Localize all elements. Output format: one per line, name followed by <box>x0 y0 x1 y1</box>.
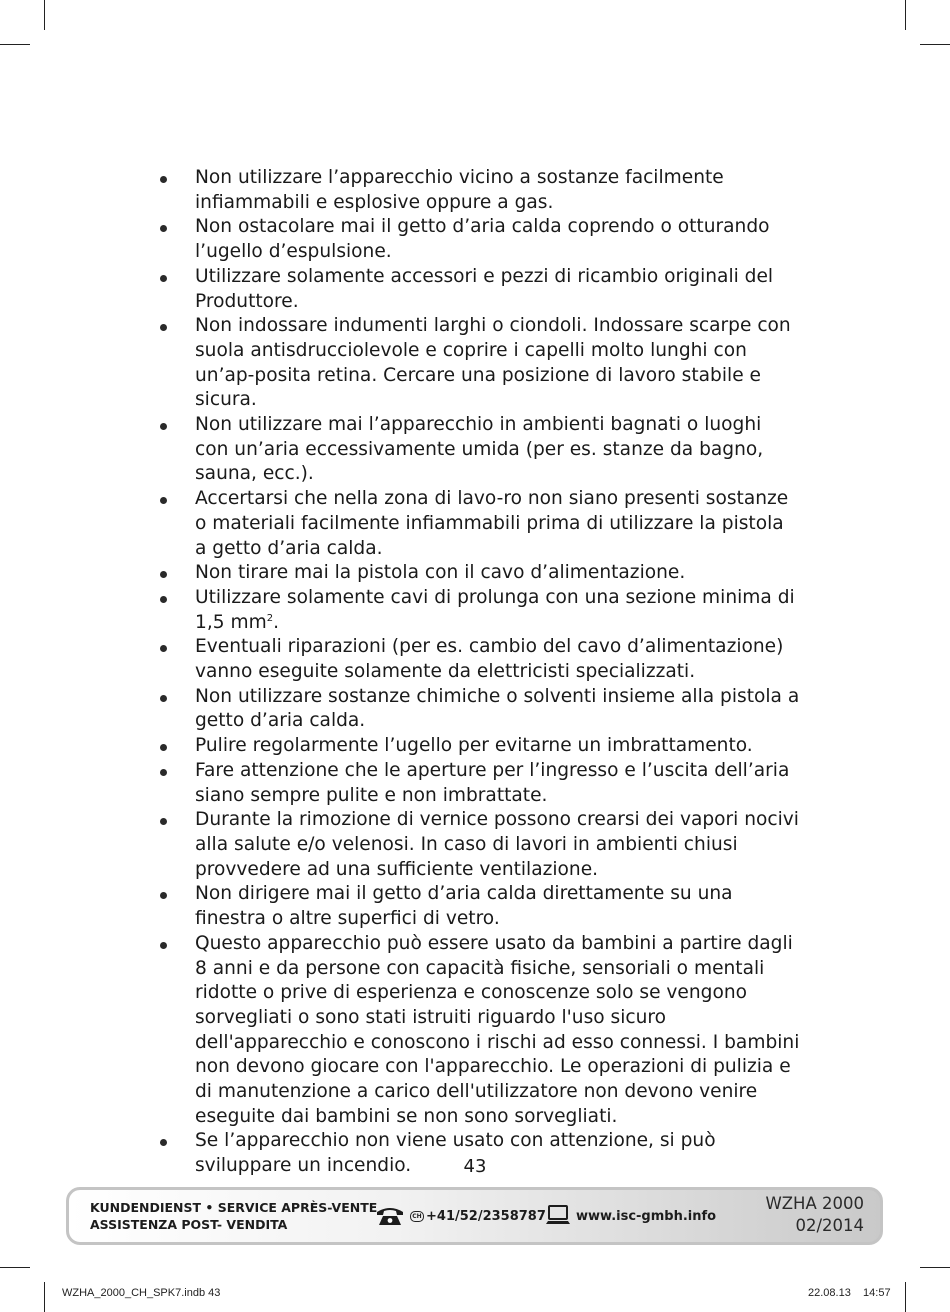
bullet-icon <box>160 275 167 282</box>
bullet-icon <box>160 1139 167 1146</box>
crop-mark <box>920 1267 950 1268</box>
list-item <box>160 685 800 734</box>
list-item <box>160 487 800 561</box>
service-line: ASSISTENZA POST- VENDITA <box>90 1217 288 1232</box>
bullet-icon <box>160 596 167 603</box>
list-item-text: Eventuali riparazioni (per es. cambio del cavo d’alimentazione) vanno eseguite solamente da elettricisti specializzati. <box>195 636 784 683</box>
list-item <box>160 265 800 314</box>
service-label <box>90 1199 377 1233</box>
page-number: 43 <box>463 1156 487 1177</box>
list-item <box>160 882 800 931</box>
bullet-icon <box>160 892 167 899</box>
bullet-icon <box>160 423 167 430</box>
model-name: WZHA 2000 <box>765 1194 864 1213</box>
list-item-text: Non utilizzare sostanze chimiche o solventi insieme alla pistola a getto d’aria calda. <box>195 685 800 732</box>
service-footer <box>66 1187 883 1245</box>
bullet-icon <box>160 571 167 578</box>
list-item-text: Fare attenzione che le aperture per l’ingresso e l’uscita dell’aria siano sempre pulite e non imbrattate. <box>195 759 790 806</box>
bullet-icon <box>160 225 167 232</box>
crop-mark <box>905 1282 906 1312</box>
website-link[interactable]: www.isc-gmbh.info <box>576 1209 717 1224</box>
list-item-text: Non ostacolare mai il getto d’aria calda coprendo o otturando l’ugello d’espulsione. <box>195 216 770 263</box>
model-info <box>765 1193 864 1237</box>
crop-mark <box>0 44 30 45</box>
crop-mark <box>0 1267 30 1268</box>
list-item <box>160 734 800 759</box>
list-item <box>160 215 800 264</box>
list-item <box>160 413 800 487</box>
list-item-text: Utilizzare solamente accessori e pezzi di ricambio originali del Produttore. <box>195 265 774 312</box>
crop-mark <box>44 1282 45 1312</box>
model-date: 02/2014 <box>795 1216 864 1235</box>
crop-mark <box>44 0 45 30</box>
safety-instructions-list <box>160 166 800 1179</box>
service-line: KUNDENDIENST • SERVICE APRÈS-VENTE <box>90 1200 378 1215</box>
bullet-icon <box>160 818 167 825</box>
bullet-icon <box>160 497 167 504</box>
list-item-text: Se l’apparecchio non viene usato con attenzione, si può sviluppare un incendio. <box>195 1130 716 1177</box>
list-item <box>160 561 800 586</box>
laptop-icon <box>545 1204 571 1228</box>
country-badge: CH <box>410 1211 424 1222</box>
crop-mark <box>920 44 950 45</box>
list-item <box>160 314 800 413</box>
unit-suffix: . <box>273 611 280 633</box>
list-item <box>160 932 800 1130</box>
list-item-text: Non tirare mai la pistola con il cavo d’alimentazione. <box>195 562 686 584</box>
list-item-text: Questo apparecchio può essere usato da bambini a partire dagli 8 anni e da persone con capacità fisiche, sensoriali o mentali ridotte o prive di esperienza e conoscenze solo se vengono sorvegliati o sono stati istruiti riguardo l'uso sicuro dell'apparecchio e conoscono i rischi ad esso connessi. I bambini non devono giocare con l'apparecchio. Le operazioni di pulizia e di manutenzione a carico dell'utilizzatore non devono venire eseguite dai bambini se non sono sorvegliati. <box>195 932 800 1127</box>
print-slug-timestamp: 22.08.13 14:57 <box>808 1287 891 1299</box>
list-item-text: Non utilizzare l’apparecchio vicino a sostanze facilmente infiammabili e esplosive oppure a gas. <box>195 167 724 213</box>
phone-number: +41/52/2358787 <box>426 1209 546 1224</box>
print-slug-file: WZHA_2000_CH_SPK7.indb 43 <box>62 1287 221 1299</box>
list-item-text: Utilizzare solamente cavi di prolunga con una sezione minima di 1,5 mm <box>195 586 795 633</box>
bullet-icon <box>160 942 167 949</box>
unit-superscript: 2 <box>266 612 274 624</box>
list-item <box>160 166 800 215</box>
list-item-text: Non dirigere mai il getto d’aria calda direttamente su una finestra o altre superfici di vetro. <box>195 883 733 930</box>
list-item <box>160 586 800 635</box>
list-item <box>160 635 800 684</box>
list-item-text: Durante la rimozione di vernice possono crearsi dei vapori nocivi alla salute e/o velenosi. In caso di lavori in ambienti chiusi provvedere ad una sufficiente ventilazione. <box>195 809 799 880</box>
list-item-text: Non indossare indumenti larghi o ciondoli. Indossare scarpe con suola antisdrucciolevole e coprire i capelli molto lunghi con un’ap-posita retina. Cercare una posizione di lavoro stabile e sicura. <box>195 315 791 411</box>
bullet-icon <box>160 695 167 702</box>
crop-mark <box>905 0 906 30</box>
bullet-icon <box>160 769 167 776</box>
list-item <box>160 808 800 882</box>
bullet-icon <box>160 744 167 751</box>
list-item <box>160 759 800 808</box>
list-item-text: Pulire regolarmente l’ugello per evitarne un imbrattamento. <box>195 735 753 757</box>
bullet-icon <box>160 645 167 652</box>
bullet-icon <box>160 176 167 183</box>
bullet-icon <box>160 324 167 331</box>
list-item-text: Accertarsi che nella zona di lavo-ro non siano presenti sostanze o materiali facilmente infiammabili prima di utilizzare la pistola a getto d’aria calda. <box>195 488 789 559</box>
telephone-icon <box>375 1205 405 1227</box>
list-item-text: Non utilizzare mai l’apparecchio in ambienti bagnati o luoghi con un’aria eccessivamente umida (per es. stanze da bagno, sauna, ecc.). <box>195 414 764 485</box>
